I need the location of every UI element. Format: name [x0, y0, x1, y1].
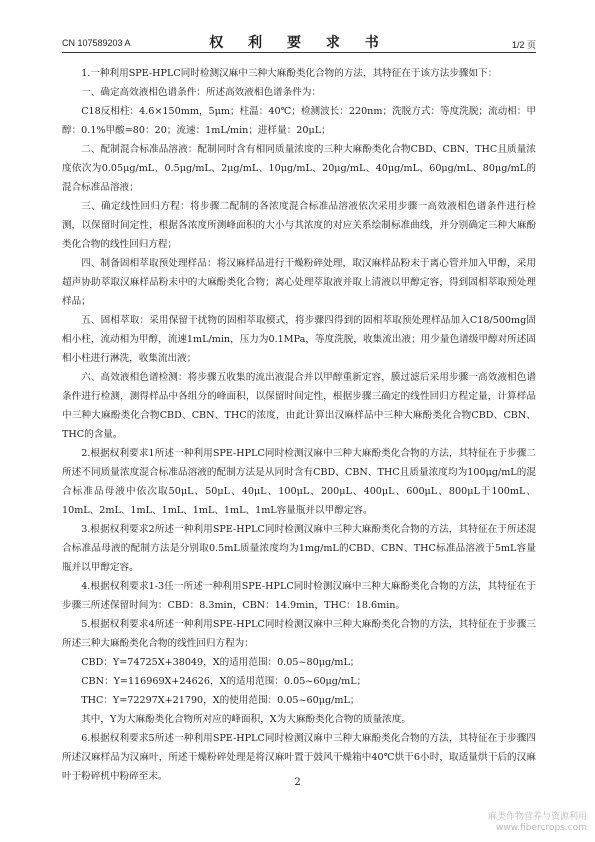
page-header: [62, 30, 536, 53]
claim-1-intro: 1.一种利用SPE-HPLC同时检测汉麻中三种大麻酚类化合物的方法，其特征在于该方法步骤如下：: [81, 68, 498, 79]
claim-6: 6.根据权利要求5所述一种利用SPE-HPLC同时检测汉麻中三种大麻酚类化合物的方法，其特征在于步骤四所述汉麻样品为汉麻叶，所述干燥粉碎处理是将汉麻叶置于鼓风干燥箱中40℃烘干6小时，取适量烘干后的汉麻叶于粉碎机中粉碎至末。: [62, 733, 536, 782]
formula-note: 其中，Y为大麻酚类化合物所对应的峰面积，X为大麻酚类化合物的质量浓度。: [81, 714, 411, 725]
watermark-line-2: www.fibercrops.com: [496, 823, 587, 833]
watermark-line-1: 麻类作物营养与资源利用: [487, 812, 587, 822]
claim-5: 5.根据权利要求4所述一种利用SPE-HPLC同时检测汉麻中三种大麻酚类化合物的方法，其特征在于步骤三所述三种大麻酚类化合物的线性回归方程为：: [62, 619, 536, 649]
formula-cbn: CBN：Y=116969X+24626，X的适用范围：0.05~60μg/mL；: [81, 676, 367, 687]
step-2: 二、配制混合标准品溶液：配制同时含有相同质量浓度的三种大麻酚类化合物CBD、CBN、THC且质量浓度依次为0.05μg/mL、0.5μg/mL、2μg/mL、10μg/mL、20μg/mL、40μg/mL、60μg/mL、80μg/mL的混合标准品溶液；: [62, 144, 536, 193]
publication-number: CN 107589203 A: [62, 38, 131, 48]
watermark: [488, 812, 587, 834]
claim-2: 2.根据权利要求1所述一种利用SPE-HPLC同时检测汉麻中三种大麻酚类化合物的方法，其特征在于步骤二所述不同质量浓度混合标准品溶液的配制方法是从同时含有CBD、CBN、THC且质量浓度均为100μg/mL的混合标准品母液中依次取50μL、50μL、40μL、100μL、200μL、400μL、600μL、800μL于100mL、10mL、2mL、1mL、1mL、1mL、1mL、1mL容量瓶并以甲醇定容。: [62, 448, 536, 516]
step-6: 六、高效液相色谱检测：将步骤五收集的流出液混合并以甲醇重新定容，膜过滤后采用步骤一高效液相色谱条件进行检测，测得样品中各组分的峰面积，以保留时间定性，根据步骤三确定的线性回归方程定量，计算样品中三种大麻酚类化合物CBD、CBN、THC的浓度，由此计算出汉麻样品中三种大麻酚类化合物CBD、CBN、THC的含量。: [62, 372, 536, 440]
document-title: 权 利 要 求 书: [209, 35, 389, 51]
formula-thc: THC：Y=72297X+21790，X的使用范围：0.05~60μg/mL；: [81, 695, 360, 706]
step-1-heading: 一、确定高效液相色谱条件：所述高效液相色谱条件为：: [81, 87, 322, 98]
claim-3: 3.根据权利要求2所述一种利用SPE-HPLC同时检测汉麻中三种大麻酚类化合物的方法，其特征在于所述混合标准品母液的配制方法是分别取0.5mL质量浓度均为1mg/mL的CBD、CBN、THC标准品溶液于5mL容量瓶并以甲醇定容。: [62, 524, 536, 573]
claim-4: 4.根据权利要求1-3任一所述一种利用SPE-HPLC同时检测汉麻中三种大麻酚类化合物的方法，其特征在于步骤三所述保留时间为：CBD：8.3min，CBN：14.9min，THC：18.6min。: [62, 581, 536, 611]
claims-body: [62, 64, 536, 786]
step-1-conditions: C18反相柱：4.6×150mm，5μm；柱温：40℃；检测波长：220nm；洗脱方式：等度洗脱；流动相：甲醇：0.1%甲酸=80：20；流速：1mL/min；进样量：20μL；: [62, 106, 536, 136]
formula-cbd: CBD：Y=74725X+38049，X的适用范围：0.05~80μg/mL；: [81, 657, 360, 668]
step-3: 三、确定线性回归方程：将步骤二配制的各浓度混合标准品溶液依次采用步骤一高效液相色谱条件进行检测，以保留时间定性，根据各浓度所测峰面积的大小与其浓度的对应关系绘制标准曲线，并分别确定三种大麻酚类化合物的线性回归方程；: [62, 201, 536, 250]
page-number: 2: [294, 777, 301, 788]
page-indicator: 1/2 页: [511, 40, 536, 50]
step-4: 四、制备固相萃取预处理样品：将汉麻样品进行干燥粉碎处理，取汉麻样品粉末于离心管并加入甲醇，采用超声协助萃取汉麻样品粉末中的大麻酚类化合物；离心处理萃取液并取上清液以甲醇定容，得到固相萃取预处理样品；: [62, 258, 536, 307]
step-5: 五、固相萃取：采用保留干扰物的固相萃取模式，将步骤四得到的固相萃取预处理样品加入C18/500mg固相小柱，流动相为甲醇，流速1mL/min，压力为0.1MPa，等度洗脱，收集流出液；用少量色谱级甲醇对所述固相小柱进行淋洗，收集流出液；: [62, 315, 536, 364]
